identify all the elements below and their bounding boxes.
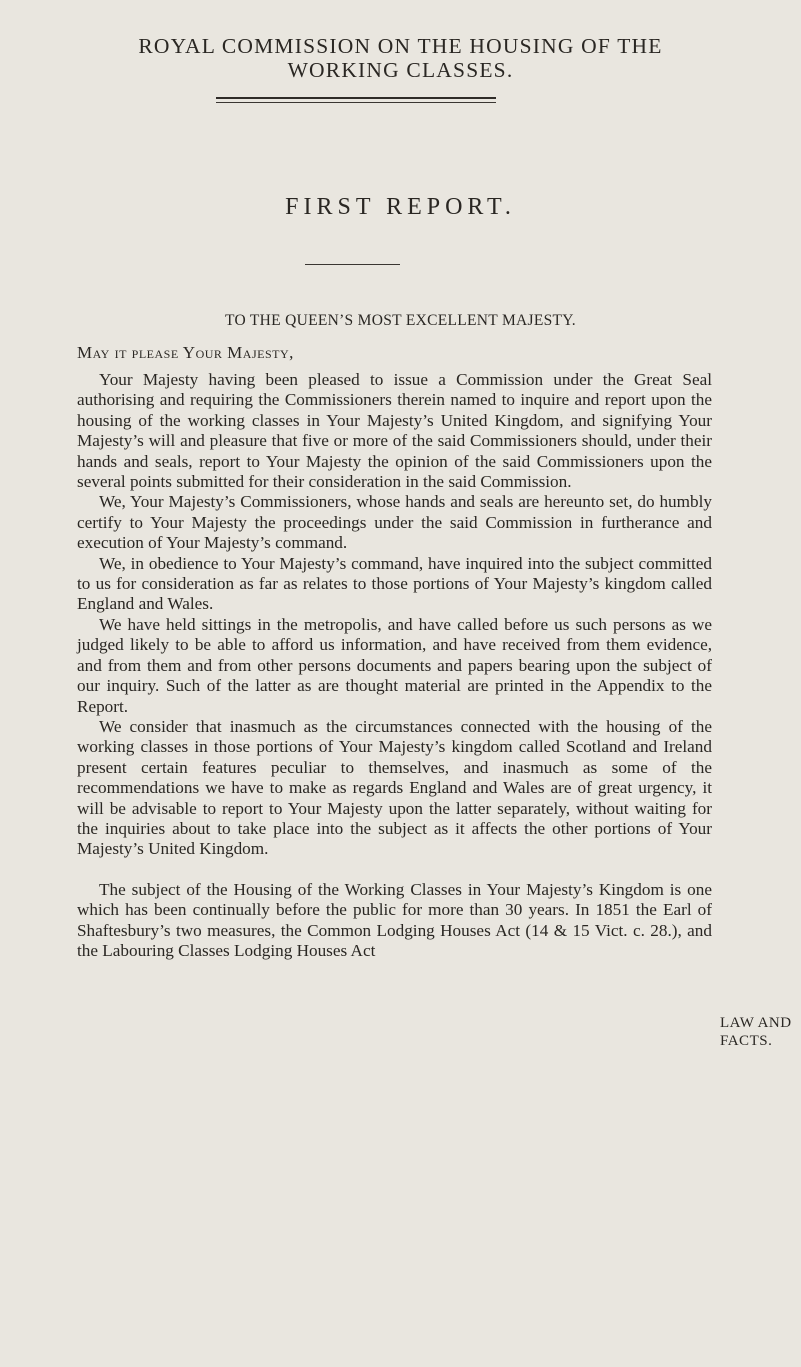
margin-sidenote xyxy=(720,1014,800,1050)
salutation: May it please Your Majesty, xyxy=(77,343,294,362)
paragraph: We, in obedience to Your Majesty’s command, have inquired into the subject committed to us for consideration as far as relates to those portions of Your Majesty’s kingdom called England and Wales. xyxy=(77,553,712,614)
sidenote-line2: FACTS. xyxy=(720,1033,773,1049)
report-heading: FIRST REPORT. xyxy=(285,194,516,220)
paragraph: The subject of the Housing of the Working Classes in Your Majesty’s Kingdom is one which has been continually before the public for more than 30 years. In 1851 the Earl of Shaftesbury’s two measures, the Common Lodging Houses Act (14 & 15 Vict. c. 28.), and the Labouring Classes Lodging Houses Act xyxy=(77,879,712,960)
address-line: TO THE QUEEN’S MOST EXCELLENT MAJESTY. xyxy=(225,312,576,329)
report-body xyxy=(77,370,712,961)
paragraph: We, Your Majesty’s Commissioners, whose hands and seals are hereunto set, do humbly certify to Your Majesty the proceedings under the said Commission in furtherance and execution of Your Majesty’s command. xyxy=(77,492,712,553)
paragraph: We have held sittings in the metropolis, and have called before us such persons as we judged likely to be able to afford us information, and have received from them evidence, and from them and from other persons documents and papers bearing upon the subject of our inquiry. Such of the latter as are thought material are printed in the Appendix to the Report. xyxy=(77,614,712,716)
commission-title-line1: ROYAL COMMISSION ON THE HOUSING OF THE xyxy=(138,34,663,58)
paragraph: We consider that inasmuch as the circumstances connected with the housing of the working classes in those portions of Your Majesty’s kingdom called Scotland and Ireland present certain features peculiar to themselves, and inasmuch as some of the recommendations we have to make as regards England and Wales are of great urgency, it will be advisable to report to Your Majesty upon the latter separately, without waiting for the inquiries about to take place into the subject as it affects the other portions of Your Majesty’s United Kingdom. xyxy=(77,716,712,859)
title-rule-thin xyxy=(216,102,496,103)
title-rule-thick xyxy=(216,97,496,99)
commission-title-line2: WORKING CLASSES. xyxy=(287,58,514,82)
sidenote-line1: LAW AND xyxy=(720,1015,792,1031)
heading-rule xyxy=(305,264,400,265)
paragraph: Your Majesty having been pleased to issue a Commission under the Great Seal authorising and requiring the Commissioners therein named to inquire and report upon the housing of the working classes in Your Majesty’s United Kingdom, and signifying Your Majesty’s will and pleasure that five or more of the said Commissioners should, under their hands and seals, report to Your Majesty the opinion of the said Commissioners upon the several points submitted for their consideration in the said Commission. xyxy=(77,370,712,492)
